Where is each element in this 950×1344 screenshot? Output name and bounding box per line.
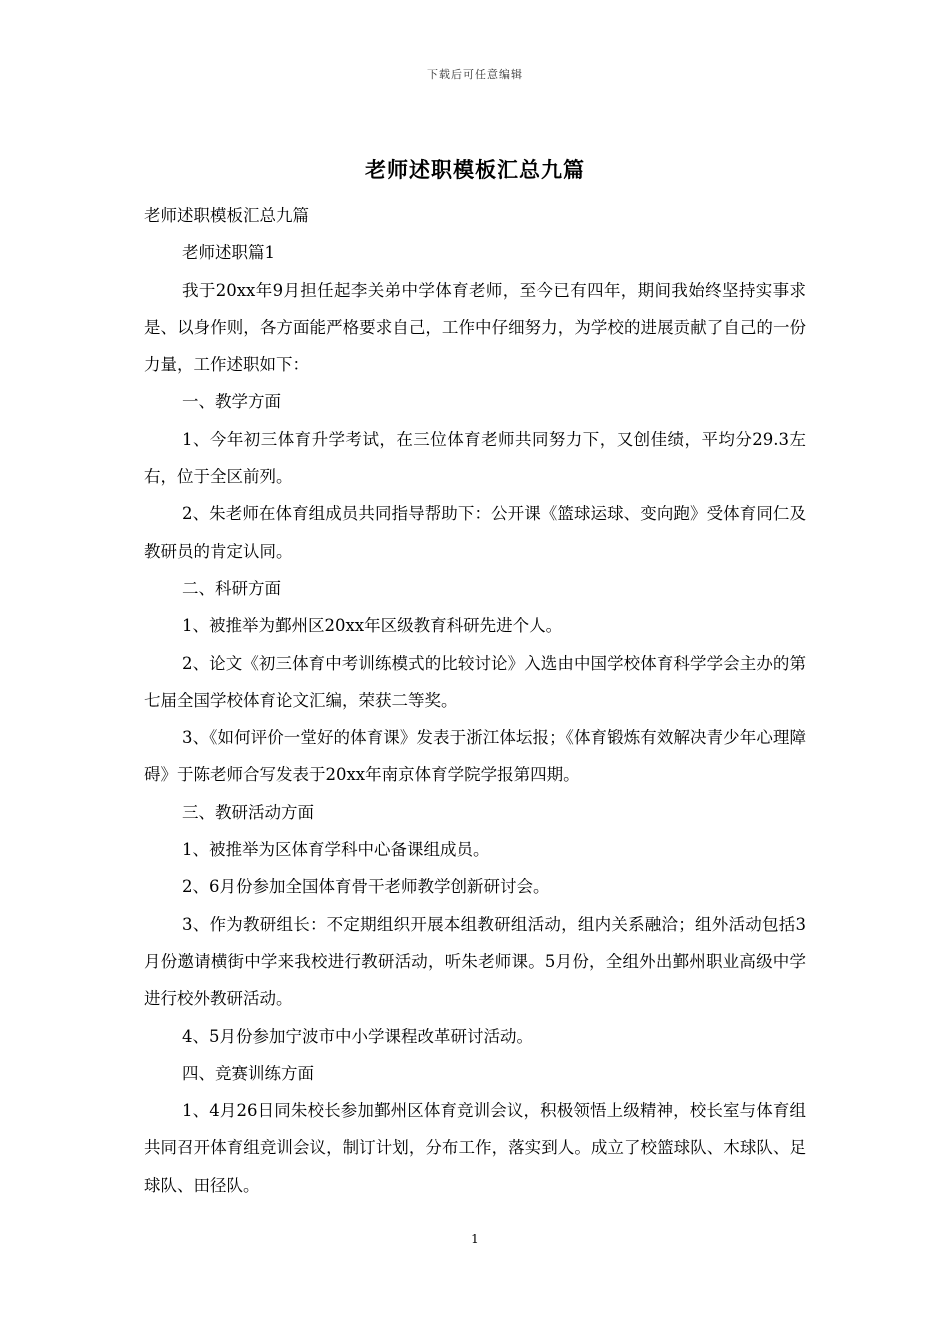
body-paragraph: 1、被推举为区体育学科中心备课组成员。 [182,840,490,860]
header-note: 下载后可任意编辑 [427,68,523,81]
document-subtitle: 老师述职模板汇总九篇 [144,206,309,225]
section-heading: 一、教学方面 [182,392,281,412]
page-number: 1 [471,1232,479,1246]
section-heading: 三、教研活动方面 [182,802,314,822]
body-paragraph: 2、6月份参加全国体育骨干老师教学创新研讨会。 [182,877,550,897]
body-paragraph: 4、5月份参加宁波市中小学课程改革研讨活动。 [182,1026,533,1046]
section-heading: 老师述职篇1 [182,243,275,263]
body-paragraph: 2、朱老师在体育组成员共同指导帮助下：公开课《篮球运球、变向跑》受体育同仁及教研员的肯定认同。 [144,504,806,561]
section-heading: 二、科研方面 [182,578,281,598]
body-paragraph: 3、作为教研组长：不定期组织开展本组教研组活动，组内关系融洽；组外活动包括3月份邀请横街中学来我校进行教研活动，听朱老师课。5月份，全组外出鄞州职业高级中学进行校外教研活动。 [144,914,806,1009]
section-heading: 四、竞赛训练方面 [182,1063,314,1083]
body-paragraph: 1、今年初三体育升学考试，在三位体育老师共同努力下，又创佳绩，平均分29.3左右，位于全区前列。 [144,429,806,487]
document-title: 老师述职模板汇总九篇 [365,157,585,182]
body-paragraph: 我于20xx年9月担任起李关弟中学体育老师，至今已有四年，期间我始终坚持实事求是、以身作则，各方面能严格要求自己，工作中仔细努力，为学校的进展贡献了自己的一份力量，工作述职如下： [144,280,806,375]
body-paragraph: 1、4月26日同朱校长参加鄞州区体育竞训会议，积极领悟上级精神，校长室与体育组共同召开体育组竞训会议，制订计划，分布工作，落实到人。成立了校篮球队、木球队、足球队、田径队。 [144,1101,806,1195]
body-paragraph: 1、被推举为鄞州区20xx年区级教育科研先进个人。 [182,616,563,636]
body-paragraph: 3、《如何评价一堂好的体育课》发表于浙江体坛报；《体育锻炼有效解决青少年心理障碍》于陈老师合写发表于20xx年南京体育学院学报第四期。 [144,728,806,785]
body-paragraph: 2、论文《初三体育中考训练模式的比较讨论》入选由中国学校体育科学学会主办的第七届全国学校体育论文汇编，荣获二等奖。 [144,653,806,710]
document-body [144,197,806,1204]
